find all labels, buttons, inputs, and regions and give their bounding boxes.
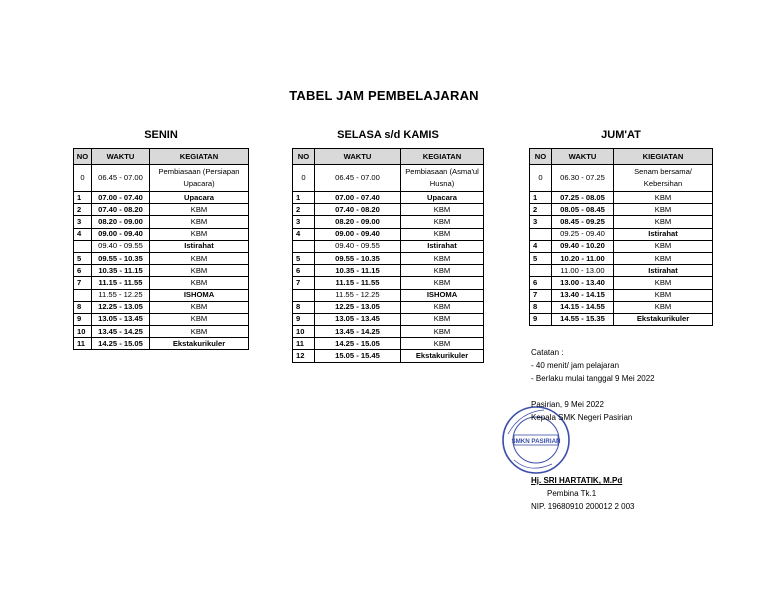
signature-nip: NIP. 19680910 200012 2 003 bbox=[531, 502, 635, 511]
table-row bbox=[74, 265, 249, 277]
table-row bbox=[74, 192, 249, 204]
cell-kegiatan: KBM bbox=[614, 216, 713, 228]
header-waktu: WAKTU bbox=[92, 149, 150, 165]
cell-kegiatan: KBM bbox=[614, 289, 713, 301]
notes bbox=[531, 346, 655, 385]
cell-waktu: 11.55 - 12.25 bbox=[92, 289, 150, 301]
signature-name: Hj. SRI HARTATIK, M.Pd bbox=[531, 476, 623, 485]
header-kegiatan: KEGIATAN bbox=[401, 149, 484, 165]
cell-waktu: 09.55 - 10.35 bbox=[92, 252, 150, 264]
cell-no: 6 bbox=[293, 265, 315, 277]
cell-no: 9 bbox=[293, 313, 315, 325]
header-no: NO bbox=[530, 149, 552, 165]
cell-waktu: 12.25 - 13.05 bbox=[315, 301, 401, 313]
cell-waktu: 08.05 - 08.45 bbox=[552, 204, 614, 216]
table-row bbox=[74, 240, 249, 252]
table-row bbox=[293, 216, 484, 228]
cell-no bbox=[74, 289, 92, 301]
cell-kegiatan: KBM bbox=[401, 277, 484, 289]
cell-kegiatan: KBM bbox=[401, 313, 484, 325]
cell-kegiatan: KBM bbox=[614, 192, 713, 204]
notes-heading: Catatan : bbox=[531, 348, 564, 357]
cell-no: 7 bbox=[74, 277, 92, 289]
cell-kegiatan: Istirahat bbox=[150, 240, 249, 252]
cell-kegiatan: Upacara bbox=[401, 192, 484, 204]
cell-kegiatan: KBM bbox=[401, 326, 484, 338]
cell-kegiatan: KBM bbox=[150, 313, 249, 325]
cell-no: 3 bbox=[293, 216, 315, 228]
cell-kegiatan: Ekstakurikuler bbox=[614, 313, 713, 325]
cell-waktu: 09.40 - 09.55 bbox=[92, 240, 150, 252]
cell-no: 5 bbox=[530, 252, 552, 264]
page-title: TABEL JAM PEMBELAJARAN bbox=[289, 88, 479, 103]
table-row bbox=[293, 192, 484, 204]
header-waktu: WAKTU bbox=[315, 149, 401, 165]
cell-no: 4 bbox=[530, 240, 552, 252]
cell-kegiatan: Istirahat bbox=[614, 265, 713, 277]
cell-waktu: 14.25 - 15.05 bbox=[92, 338, 150, 350]
cell-waktu: 07.00 - 07.40 bbox=[92, 192, 150, 204]
cell-no: 6 bbox=[530, 277, 552, 289]
cell-no: 2 bbox=[530, 204, 552, 216]
cell-kegiatan: KBM bbox=[150, 252, 249, 264]
cell-kegiatan: Istirahat bbox=[614, 228, 713, 240]
cell-no: 4 bbox=[293, 228, 315, 240]
cell-waktu: 08.20 - 09.00 bbox=[92, 216, 150, 228]
cell-no: 5 bbox=[74, 252, 92, 264]
cell-no bbox=[530, 228, 552, 240]
cell-kegiatan: Ekstakurikuler bbox=[150, 338, 249, 350]
cell-waktu: 06.30 - 07.25 bbox=[552, 165, 614, 192]
table-row bbox=[530, 265, 713, 277]
table-row bbox=[74, 216, 249, 228]
cell-no: 6 bbox=[74, 265, 92, 277]
cell-no: 2 bbox=[293, 204, 315, 216]
table-row bbox=[530, 165, 713, 192]
selasa-heading: SELASA s/d KAMIS bbox=[337, 129, 439, 141]
table-row bbox=[74, 289, 249, 301]
cell-kegiatan: ISHOMA bbox=[401, 289, 484, 301]
cell-no: 10 bbox=[74, 326, 92, 338]
cell-no: 11 bbox=[74, 338, 92, 350]
table-row bbox=[293, 240, 484, 252]
cell-waktu: 08.20 - 09.00 bbox=[315, 216, 401, 228]
cell-waktu: 10.20 - 11.00 bbox=[552, 252, 614, 264]
table-row bbox=[530, 277, 713, 289]
cell-no: 11 bbox=[293, 338, 315, 350]
cell-kegiatan: KBM bbox=[150, 228, 249, 240]
table-row bbox=[74, 326, 249, 338]
signature-rank: Pembina Tk.1 bbox=[547, 489, 597, 498]
cell-kegiatan: Pembiasaan (Asma'ul Husna) bbox=[401, 165, 484, 192]
cell-kegiatan: Ekstakurikuler bbox=[401, 350, 484, 362]
cell-waktu: 06.45 - 07.00 bbox=[92, 165, 150, 192]
senin-heading: SENIN bbox=[144, 129, 178, 141]
cell-kegiatan: KBM bbox=[614, 252, 713, 264]
cell-waktu: 09.40 - 10.20 bbox=[552, 240, 614, 252]
cell-waktu: 09.25 - 09.40 bbox=[552, 228, 614, 240]
table-row bbox=[74, 338, 249, 350]
cell-waktu: 07.25 - 08.05 bbox=[552, 192, 614, 204]
table-row bbox=[293, 326, 484, 338]
cell-waktu: 13.05 - 13.45 bbox=[92, 313, 150, 325]
cell-no: 8 bbox=[74, 301, 92, 313]
cell-kegiatan: KBM bbox=[614, 240, 713, 252]
cell-kegiatan: KBM bbox=[401, 216, 484, 228]
cell-no: 2 bbox=[74, 204, 92, 216]
cell-kegiatan: KBM bbox=[401, 338, 484, 350]
table-row bbox=[74, 301, 249, 313]
table-row bbox=[293, 228, 484, 240]
cell-waktu: 10.35 - 11.15 bbox=[315, 265, 401, 277]
table-row bbox=[530, 204, 713, 216]
cell-no: 1 bbox=[74, 192, 92, 204]
cell-waktu: 12.25 - 13.05 bbox=[92, 301, 150, 313]
cell-waktu: 09.40 - 09.55 bbox=[315, 240, 401, 252]
table-row bbox=[74, 228, 249, 240]
table-row bbox=[293, 165, 484, 192]
cell-waktu: 07.40 - 08.20 bbox=[315, 204, 401, 216]
cell-no: 8 bbox=[530, 301, 552, 313]
cell-no: 0 bbox=[74, 165, 92, 192]
cell-kegiatan: KBM bbox=[150, 326, 249, 338]
cell-no: 9 bbox=[530, 313, 552, 325]
header-kegiatan: KEGIATAN bbox=[150, 149, 249, 165]
cell-kegiatan: KBM bbox=[401, 265, 484, 277]
cell-kegiatan: KBM bbox=[150, 277, 249, 289]
table-row bbox=[530, 252, 713, 264]
header-kiegiatan: KIEGIATAN bbox=[614, 149, 713, 165]
cell-waktu: 14.25 - 15.05 bbox=[315, 338, 401, 350]
cell-waktu: 06.45 - 07.00 bbox=[315, 165, 401, 192]
cell-waktu: 09.00 - 09.40 bbox=[315, 228, 401, 240]
cell-waktu: 09.00 - 09.40 bbox=[92, 228, 150, 240]
signature-position: Kepala SMK Negeri Pasirian bbox=[531, 413, 633, 422]
cell-no: 7 bbox=[293, 277, 315, 289]
cell-waktu: 11.00 - 13.00 bbox=[552, 265, 614, 277]
cell-kegiatan: KBM bbox=[150, 301, 249, 313]
selasa-table bbox=[292, 148, 484, 363]
table-row bbox=[530, 240, 713, 252]
senin-table bbox=[73, 148, 249, 350]
signature-place-date: Pasirian, 9 Mei 2022 bbox=[531, 400, 604, 409]
cell-no: 4 bbox=[74, 228, 92, 240]
table-row bbox=[74, 204, 249, 216]
cell-kegiatan: KBM bbox=[401, 228, 484, 240]
cell-no: 3 bbox=[74, 216, 92, 228]
cell-kegiatan: KBM bbox=[401, 252, 484, 264]
header-waktu: WAKTU bbox=[552, 149, 614, 165]
cell-kegiatan: KBM bbox=[401, 204, 484, 216]
cell-kegiatan: KBM bbox=[614, 204, 713, 216]
cell-no: 0 bbox=[530, 165, 552, 192]
cell-no bbox=[74, 240, 92, 252]
table-row bbox=[530, 289, 713, 301]
jumat-heading: JUM'AT bbox=[601, 129, 641, 141]
table-row bbox=[293, 313, 484, 325]
table-row bbox=[530, 228, 713, 240]
cell-kegiatan: ISHOMA bbox=[150, 289, 249, 301]
cell-no: 10 bbox=[293, 326, 315, 338]
table-row bbox=[293, 265, 484, 277]
cell-waktu: 13.45 - 14.25 bbox=[315, 326, 401, 338]
notes-line: - 40 menit/ jam pelajaran bbox=[531, 361, 620, 370]
header-no: NO bbox=[293, 149, 315, 165]
cell-kegiatan: KBM bbox=[614, 301, 713, 313]
cell-no: 5 bbox=[293, 252, 315, 264]
jumat-table bbox=[529, 148, 713, 326]
cell-no bbox=[530, 265, 552, 277]
header-no: NO bbox=[74, 149, 92, 165]
cell-kegiatan: KBM bbox=[401, 301, 484, 313]
table-row bbox=[530, 313, 713, 325]
table-row bbox=[293, 277, 484, 289]
cell-no bbox=[293, 240, 315, 252]
cell-no: 0 bbox=[293, 165, 315, 192]
table-row bbox=[74, 277, 249, 289]
cell-kegiatan: KBM bbox=[614, 277, 713, 289]
cell-waktu: 13.45 - 14.25 bbox=[92, 326, 150, 338]
cell-no: 8 bbox=[293, 301, 315, 313]
cell-no: 9 bbox=[74, 313, 92, 325]
table-row bbox=[293, 252, 484, 264]
table-row bbox=[74, 313, 249, 325]
notes-line: - Berlaku mulai tanggal 9 Mei 2022 bbox=[531, 374, 655, 383]
table-row bbox=[293, 338, 484, 350]
cell-waktu: 13.40 - 14.15 bbox=[552, 289, 614, 301]
table-row bbox=[293, 289, 484, 301]
cell-waktu: 15.05 - 15.45 bbox=[315, 350, 401, 362]
signature-block bbox=[531, 398, 632, 424]
cell-no: 1 bbox=[530, 192, 552, 204]
cell-kegiatan: KBM bbox=[150, 265, 249, 277]
cell-waktu: 14.15 - 14.55 bbox=[552, 301, 614, 313]
cell-waktu: 13.00 - 13.40 bbox=[552, 277, 614, 289]
cell-waktu: 11.15 - 11.55 bbox=[92, 277, 150, 289]
cell-waktu: 07.00 - 07.40 bbox=[315, 192, 401, 204]
cell-waktu: 11.15 - 11.55 bbox=[315, 277, 401, 289]
table-row bbox=[293, 301, 484, 313]
table-row bbox=[530, 192, 713, 204]
cell-waktu: 13.05 - 13.45 bbox=[315, 313, 401, 325]
table-row bbox=[293, 204, 484, 216]
cell-kegiatan: Upacara bbox=[150, 192, 249, 204]
table-row bbox=[293, 350, 484, 362]
cell-kegiatan: KBM bbox=[150, 216, 249, 228]
cell-waktu: 09.55 - 10.35 bbox=[315, 252, 401, 264]
table-row bbox=[530, 216, 713, 228]
table-row bbox=[74, 252, 249, 264]
cell-waktu: 08.45 - 09.25 bbox=[552, 216, 614, 228]
cell-no: 12 bbox=[293, 350, 315, 362]
cell-waktu: 10.35 - 11.15 bbox=[92, 265, 150, 277]
cell-no bbox=[293, 289, 315, 301]
cell-waktu: 14.55 - 15.35 bbox=[552, 313, 614, 325]
cell-kegiatan: Senam bersama/ Kebersihan bbox=[614, 165, 713, 192]
cell-no: 1 bbox=[293, 192, 315, 204]
cell-kegiatan: KBM bbox=[150, 204, 249, 216]
table-row bbox=[530, 301, 713, 313]
stamp-text: SMKN PASIRIAN bbox=[511, 438, 561, 445]
cell-waktu: 11.55 - 12.25 bbox=[315, 289, 401, 301]
table-row bbox=[74, 165, 249, 192]
cell-kegiatan: Pembiasaan (Persiapan Upacara) bbox=[150, 165, 249, 192]
cell-no: 3 bbox=[530, 216, 552, 228]
cell-kegiatan: Istirahat bbox=[401, 240, 484, 252]
cell-no: 7 bbox=[530, 289, 552, 301]
cell-waktu: 07.40 - 08.20 bbox=[92, 204, 150, 216]
